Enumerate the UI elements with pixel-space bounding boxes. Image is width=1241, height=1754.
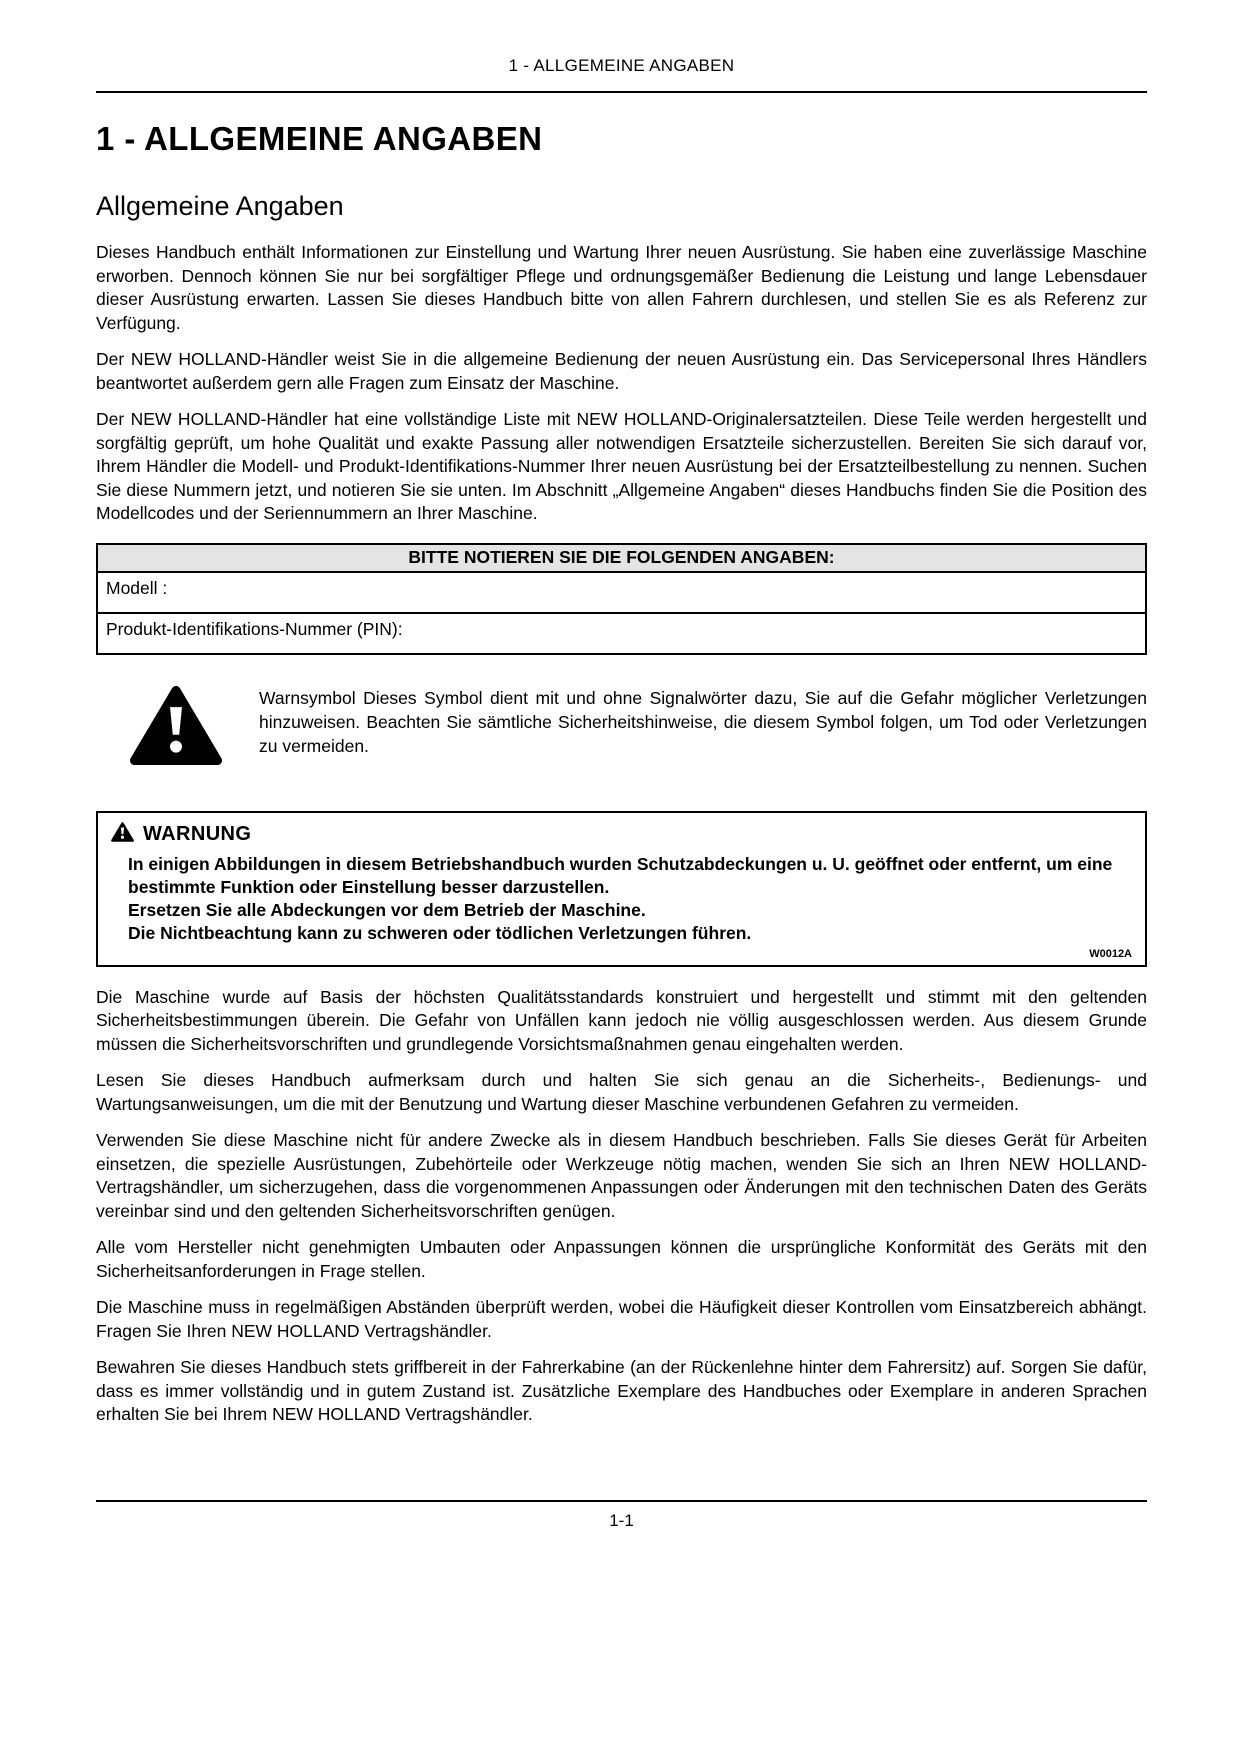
safety-paragraph-4: Alle vom Hersteller nicht genehmigten Umbauten oder Anpassungen können die ursprüngliche Konformität des Geräts mit den Sicherheitsanforderungen in Frage stellen. — [96, 1237, 1147, 1281]
safety-paragraph-6: Bewahren Sie dieses Handbuch stets griffbereit in der Fahrerkabine (an der Rückenlehne hinter dem Fahrersitz) auf. Sorgen Sie dafür, dass es immer vollständig und in gutem Zustand ist. Zusätzliche Exemplare des Handbuches oder Exemplare in anderen Sprachen erhalten Sie bei Ihrem NEW HOLLAND Vertragshändler. — [96, 1357, 1147, 1424]
warning-icon — [111, 822, 134, 847]
safety-paragraph-1: Die Maschine wurde auf Basis der höchsten Qualitätsstandards konstruiert und hergestellt und stimmt mit den geltenden Sicherheitsbestimmungen überein. Die Gefahr von Unfällen kann jedoch nie völlig ausgeschlossen werden. Aus diesem Grunde müssen die Sicherheitsvorschriften und grundlegende Vorsichtsmaßnahmen genau eingehalten werden. — [96, 986, 1147, 1054]
record-table-header-row — [97, 544, 1146, 572]
page-number: 1-1 — [609, 1511, 634, 1530]
record-table-header: BITTE NOTIEREN SIE DIE FOLGENDEN ANGABEN: — [97, 544, 1146, 572]
safety-paragraph-3: Verwenden Sie diese Maschine nicht für andere Zwecke als in diesem Handbuch beschrieben. Falls Sie dieses Gerät für Arbeiten einsetzen, die spezielle Ausrüstungen, Zubehörteile oder Werkzeuge nötig machen, wenden Sie sich an Ihren NEW HOLLAND-Vertragshändler, um sicherzugehen, dass die vorgenommenen Anpassungen oder Änderungen mit den technischen Daten des Geräts vereinbar sind und den geltenden Sicherheitsvorschriften genügen. — [96, 1130, 1147, 1221]
page-footer — [96, 1500, 1147, 1531]
warning-box — [96, 811, 1147, 967]
intro-paragraph-1: Dieses Handbuch enthält Informationen zur Einstellung und Wartung Ihrer neuen Ausrüstung. Sie haben eine zuverlässige Maschine erworben. Dennoch können Sie nur bei sorgfältiger Pflege und ordnungsgemäßer Bedienung die Leistung und lange Lebensdauer dieser Ausrüstung erwarten. Lassen Sie dieses Handbuch bitte von allen Fahrern durchlesen, und stellen Sie es als Referenz zur Verfügung. — [96, 242, 1147, 333]
section-title: Allgemeine Angaben — [96, 191, 344, 221]
warning-box-line: Ersetzen Sie alle Abdeckungen vor dem Betrieb der Maschine. — [128, 899, 646, 920]
warning-box-body — [128, 853, 1116, 945]
warning-symbol-note — [96, 685, 1147, 771]
warning-box-line: In einigen Abbildungen in diesem Betriebshandbuch wurden Schutzabdeckungen u. U. geöffnet oder entfernt, um eine bestimmte Funktion oder Einstellung besser darzustellen. — [128, 853, 1113, 897]
warning-symbol-text: Warnsymbol Dieses Symbol dient mit und ohne Signalwörter dazu, Sie auf die Gefahr möglicher Verletzungen hinzuweisen. Beachten Sie sämtliche Sicherheitshinweise, die diesem Symbol folgen, um Tod oder Verletzungen zu vermeiden. — [259, 687, 1147, 756]
warning-box-header — [111, 822, 1132, 847]
warning-box-title: WARNUNG — [143, 822, 252, 845]
intro-paragraph-3: Der NEW HOLLAND-Händler hat eine vollständige Liste mit NEW HOLLAND-Originalersatzteilen. Diese Teile werden hergestellt und sorgfältig geprüft, um hohe Qualität und exakte Passung aller notwendigen Ersatzteile sicherzustellen. Bereiten Sie sich darauf vor, Ihrem Händler die Modell- und Produkt-Identifikations-Nummer Ihrer neuen Ausrüstung bei der Ersatzteilbestellung zu nennen. Suchen Sie diese Nummern jetzt, und notieren Sie sie unten. Im Abschnitt „Allgemeine Angaben“ dieses Handbuchs finden Sie die Position des Modellcodes und der Seriennummern an Ihrer Maschine. — [96, 409, 1147, 523]
safety-paragraph-5: Die Maschine muss in regelmäßigen Abständen überprüft werden, wobei die Häufigkeit dieser Kontrollen vom Einsatzbereich abhängt. Fragen Sie Ihren NEW HOLLAND Vertragshändler. — [96, 1297, 1147, 1341]
footer-rule — [96, 1500, 1147, 1502]
safety-paragraph-2: Lesen Sie dieses Handbuch aufmerksam durch und halten Sie sich genau an die Sicherheits-, Bedienungs- und Wartungsanweisungen, um die mit der Benutzung und Wartung dieser Maschine verbundenen Gefahren zu vermeiden. — [96, 1070, 1147, 1114]
header-rule — [96, 91, 1147, 93]
running-header-title: 1 - ALLGEMEINE ANGABEN — [508, 56, 735, 75]
intro-paragraph-2: Der NEW HOLLAND-Händler weist Sie in die allgemeine Bedienung der neuen Ausrüstung ein. Das Servicepersonal Ihres Händlers beantwortet außerdem gern alle Fragen zum Einsatz der Maschine. — [96, 349, 1147, 393]
warning-reference-code: W0012A — [1089, 947, 1132, 960]
warning-box-line: Die Nichtbeachtung kann zu schweren oder tödlichen Verletzungen führen. — [128, 922, 752, 943]
record-table — [96, 543, 1147, 655]
table-row — [97, 572, 1146, 613]
record-table-pin-cell: Produkt-Identifikations-Nummer (PIN): — [97, 613, 1146, 654]
chapter-title: 1 - ALLGEMEINE ANGABEN — [96, 120, 543, 157]
warning-triangle-icon — [130, 685, 222, 771]
running-header — [96, 56, 1147, 93]
record-table-model-cell: Modell : — [97, 572, 1146, 613]
table-row — [97, 613, 1146, 654]
